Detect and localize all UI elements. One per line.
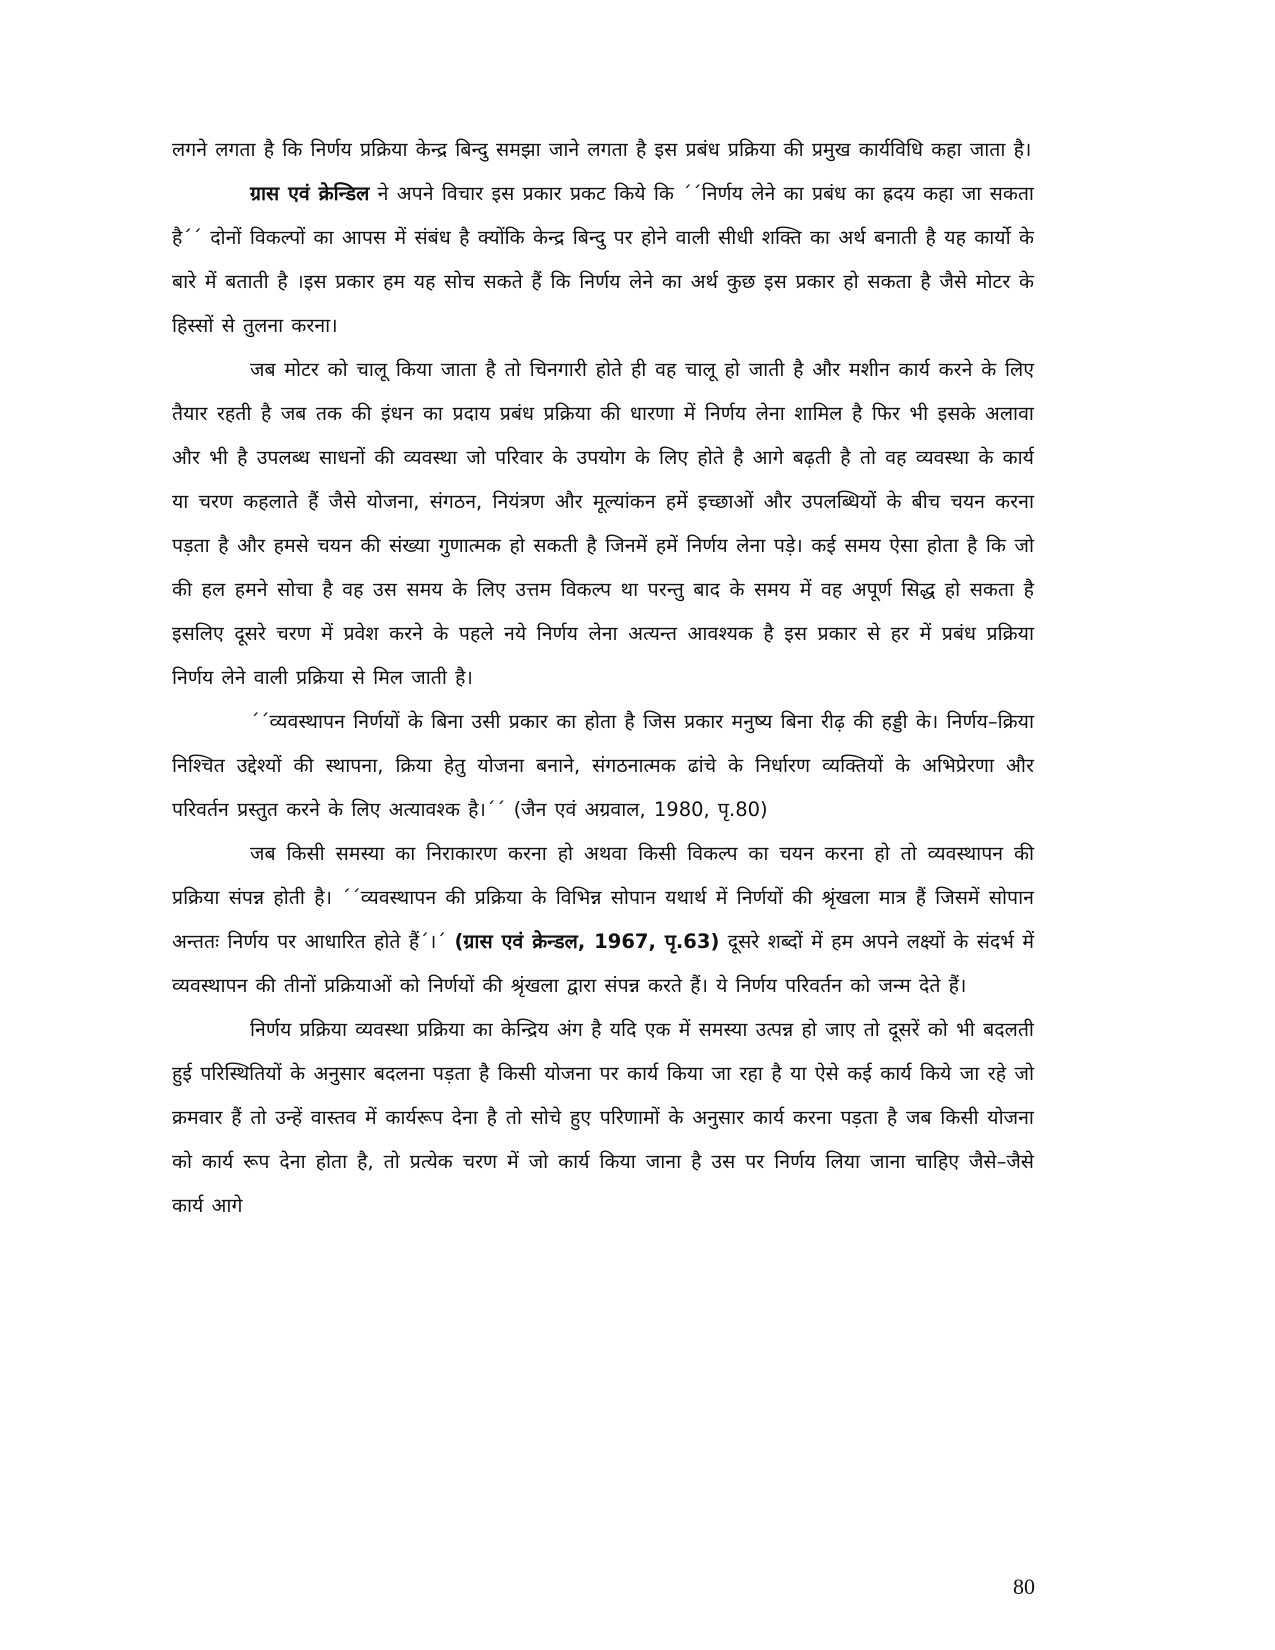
paragraph-3 xyxy=(172,348,1034,700)
paragraph-text: लगने लगता है कि निर्णय प्रक्रिया केन्द्र बिन्दु समझा जाने लगता है इस प्रबंध प्रक्रिया की प्रमुख कार्यविधि कहा जाता है। xyxy=(172,138,1032,161)
paragraph-text: ने अपने विचार इस प्रकार प्रकट किये कि ´´निर्णय लेने का प्रबंध का ह्रदय कहा जा सकता है´´ दोनों विकल्पों का आपस में संबंध है क्योंकि केन्द्र बिन्दु पर होने वाली सीधी शक्ति का अर्थ बनाती है यह कार्यो के बारे में बताती है ।इस प्रकार हम यह सोच सकते हैं कि निर्णय लेने का अर्थ कुछ इस प्रकार हो सकता है जैसे मोटर के हिस्सों से तुलना करना। xyxy=(172,182,1034,337)
paragraph-text-before: जब किसी समस्या का निराकारण करना हो अथवा किसी विकल्प का चयन करना हो तो व्यवस्थापन की प्रक्रिया संपन्न होती है। ´´व्यवस्थापन की प्रक्रिया के विभिन्न सोपान यथार्थ में निर्णयों की श्रृंखला मात्र हैं जिसमें सोपान अन्ततः निर्णय पर आधारित होते हैं´।´ xyxy=(172,842,1034,953)
paragraph-text: जब मोटर को चालू किया जाता है तो चिनगारी होते ही वह चालू हो जाती है और मशीन कार्य करने के लिए तैयार रहती है जब तक की इंधन का प्रदाय प्रबंध प्रक्रिया की धारणा में निर्णय लेना शामिल है फिर भी इसके अलावा और भी है उपलब्ध साधनों की व्यवस्था जो परिवार के उपयोग के लिए होते है आगे बढ़ती है तो वह व्यवस्था के कार्य या चरण कहलाते हैं जैसे योजना, संगठन, नियंत्रण और मूल्यांकन हमें इच्छाओं और उपलब्धियों के बीच चयन करना पड़ता है और हमसे चयन की संख्या गुणात्मक हो सकती है जिनमें हमें निर्णय लेना पड़े। कई समय ऐसा होता है कि जो की हल हमने सोचा है वह उस समय के लिए उत्तम विकल्प था परन्तु बाद के समय में वह अपूर्ण सिद्ध हो सकता है इसलिए दूसरे चरण में प्रवेश करने के पहले नये निर्णय लेना अत्यन्त आवश्यक है इस प्रकार से हर में प्रबंध प्रक्रिया निर्णय लेने वाली प्रक्रिया से मिल जाती है। xyxy=(172,358,1034,689)
paragraph-text: निर्णय प्रक्रिया व्यवस्था प्रक्रिया का केन्द्रिय अंग है यदि एक में समस्या उत्पन्न हो जाए तो दूसरें को भी बदलती हुई परिस्थितियों के अनुसार बदलना पड़ता है किसी योजना पर कार्य किया जा रहा है या ऐसे कई कार्य किये जा रहे जो क्रमवार हैं तो उन्हें वास्तव में कार्यरूप देना है तो सोचे हुए परिणामों के अनुसार कार्य करना पड़ता है जब किसी योजना को कार्य रूप देना होता है, तो प्रत्येक चरण में जो कार्य किया जाना है उस पर निर्णय लिया जाना चाहिए जैसे–जैसे कार्य आगे xyxy=(172,1018,1034,1217)
citation-bold: (ग्रास एवं क्रेन्डल, 1967, पृ.63) xyxy=(454,930,720,953)
paragraph-6 xyxy=(172,1008,1034,1228)
paragraph-text: ´´व्यवस्थापन निर्णयों के बिना उसी प्रकार का होता है जिस प्रकार मनुष्य बिना रीढ़ की हड्डी के। निर्णय–क्रिया निश्चित उद्देश्यों की स्थापना, क्रिया हेतु योजना बनाने, संगठनात्मक ढांचे के निर्धारण व्यक्तियों के अभिप्रेरणा और परिवर्तन प्रस्तुत करने के लिए अत्यावश्क है।´´ (जैन एवं अग्रवाल, 1980, पृ.80) xyxy=(172,710,1034,821)
author-name-bold: ग्रास एवं क्रेन्डिल xyxy=(250,182,370,205)
document-page xyxy=(172,128,1034,1228)
paragraph-4-quote xyxy=(172,700,1034,832)
page-number: 80 xyxy=(1013,1574,1035,1599)
paragraph-text-after: दूसरे शब्दों में हम अपने लक्ष्यों के संदर्भ में व्यवस्थापन की तीनों प्रक्रियाओं को निर्णयों की श्रृंखला द्वारा संपन्न करते हैं। ये निर्णय परिवर्तन को जन्म देते हैं। xyxy=(172,930,1035,997)
paragraph-2 xyxy=(172,172,1034,348)
paragraph-5 xyxy=(172,832,1034,1008)
paragraph-1 xyxy=(172,128,1034,172)
